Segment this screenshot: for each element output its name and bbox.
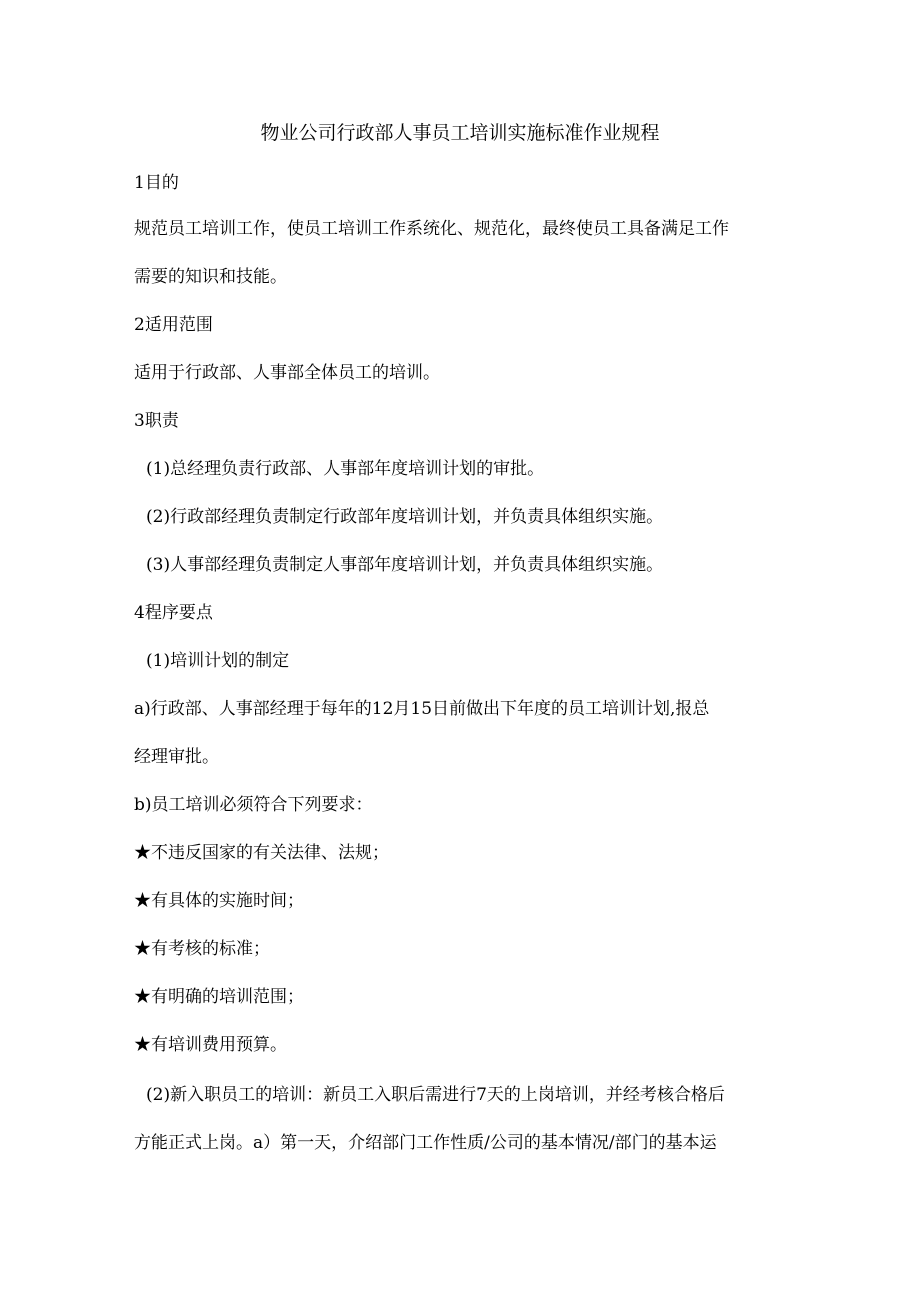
list-item: (3)人事部经理负责制定人事部年度培训计划，并负责具体组织实施。 [146,555,664,575]
bullet-item: ★有考核的标准； [134,939,270,959]
paragraph-line: (2)新入职员工的培训：新员工入职后需进行7天的上岗培训，并经考核合格后 [146,1085,725,1105]
bullet-item: ★有具体的实施时间； [134,891,304,911]
paragraph-line: a)行政部、人事部经理于每年的12月15日前做出下年度的员工培训计划,报总 [134,699,710,719]
section-heading-scope: 2适用范围 [134,315,213,335]
section-heading-procedure: 4程序要点 [134,603,213,623]
bullet-item: ★有明确的培训范围； [134,987,304,1007]
paragraph-line: 方能正式上岗。a）第一天，介绍部门工作性质/公司的基本情况/部门的基本运 [134,1133,717,1153]
paragraph-line: 适用于行政部、人事部全体员工的培训。 [134,363,440,383]
paragraph-line: b)员工培训必须符合下列要求： [134,795,373,815]
paragraph-line: 规范员工培训工作，使员工培训工作系统化、规范化，最终使员工具备满足工作 [134,219,729,239]
paragraph-line: 经理审批。 [134,747,219,767]
section-heading-responsibilities: 3职责 [134,411,179,431]
document-title: 物业公司行政部人事员工培训实施标准作业规程 [260,122,660,144]
list-item: (2)行政部经理负责制定行政部年度培训计划，并负责具体组织实施。 [146,507,664,527]
section-heading-purpose: 1目的 [134,173,179,193]
list-item: (1)总经理负责行政部、人事部年度培训计划的审批。 [146,459,545,479]
subsection-heading: (1)培训计划的制定 [146,651,290,671]
paragraph-line: 需要的知识和技能。 [134,267,287,287]
bullet-item: ★有培训费用预算。 [134,1035,287,1055]
bullet-item: ★不违反国家的有关法律、法规； [134,843,389,863]
